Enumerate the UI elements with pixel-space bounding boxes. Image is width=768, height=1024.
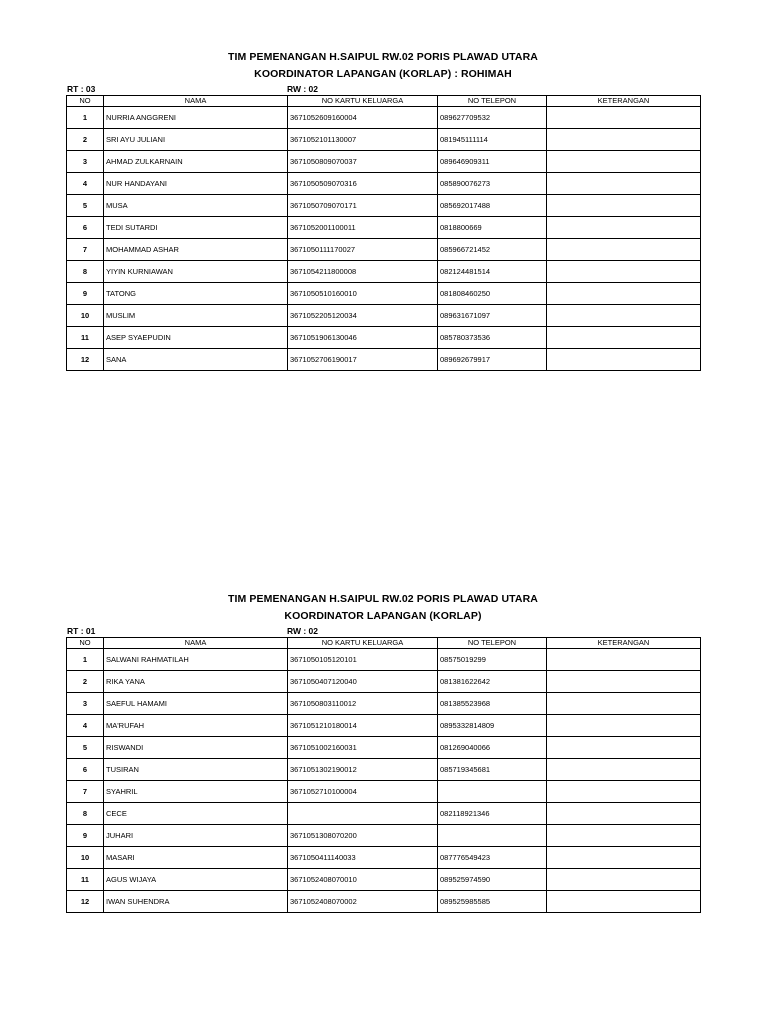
table-row (67, 737, 701, 759)
cell-no: 8 (67, 803, 104, 825)
cell-telepon: 089627709532 (438, 107, 547, 129)
header-telepon: NO TELEPON (438, 638, 547, 649)
cell-kk: 3671052706190017 (288, 349, 438, 371)
table-row (67, 239, 701, 261)
table-row (67, 847, 701, 869)
cell-nama: TUSIRAN (104, 759, 288, 781)
cell-telepon: 085966721452 (438, 239, 547, 261)
cell-kk: 3671050809070037 (288, 151, 438, 173)
cell-keterangan (547, 305, 701, 327)
document-title: TIM PEMENANGAN H.SAIPUL RW.02 PORIS PLAWAD UTARA (228, 51, 538, 63)
cell-kk (288, 803, 438, 825)
cell-nama: MOHAMMAD ASHAR (104, 239, 288, 261)
cell-no: 6 (67, 217, 104, 239)
rw-label: RW : 02 (287, 626, 319, 636)
cell-kk: 3671052408070002 (288, 891, 438, 913)
member-table (66, 95, 701, 371)
table-row (67, 305, 701, 327)
cell-no: 5 (67, 195, 104, 217)
cell-kk: 3671052710100004 (288, 781, 438, 803)
table-row (67, 173, 701, 195)
cell-telepon: 0818800669 (438, 217, 547, 239)
cell-keterangan (547, 129, 701, 151)
cell-kk: 3671054211800008 (288, 261, 438, 283)
cell-no: 7 (67, 781, 104, 803)
cell-nama: CECE (104, 803, 288, 825)
coordinator-line: KOORDINATOR LAPANGAN (KORLAP) : ROHIMAH (254, 68, 512, 80)
cell-kk: 3671050509070316 (288, 173, 438, 195)
cell-kk: 3671052408070010 (288, 869, 438, 891)
cell-nama: SALWANI RAHMATILAH (104, 649, 288, 671)
cell-keterangan (547, 715, 701, 737)
member-list-rt-03 (66, 49, 700, 371)
cell-nama: ASEP SYAEPUDIN (104, 327, 288, 349)
cell-nama: SAEFUL HAMAMI (104, 693, 288, 715)
cell-nama: TEDI SUTARDI (104, 217, 288, 239)
header-telepon: NO TELEPON (438, 96, 547, 107)
cell-nama: MASARI (104, 847, 288, 869)
cell-kk: 3671051302190012 (288, 759, 438, 781)
cell-kk: 3671052205120034 (288, 305, 438, 327)
table-row (67, 803, 701, 825)
cell-no: 2 (67, 129, 104, 151)
table-row (67, 195, 701, 217)
header-nama: NAMA (104, 96, 288, 107)
cell-telepon: 082118921346 (438, 803, 547, 825)
table-row (67, 715, 701, 737)
cell-telepon: 081945111114 (438, 129, 547, 151)
cell-telepon: 085719345681 (438, 759, 547, 781)
cell-nama: SYAHRIL (104, 781, 288, 803)
cell-kk: 3671050510160010 (288, 283, 438, 305)
cell-no: 4 (67, 173, 104, 195)
cell-keterangan (547, 173, 701, 195)
cell-nama: IWAN SUHENDRA (104, 891, 288, 913)
header-keterangan: KETERANGAN (547, 96, 701, 107)
cell-telepon: 085692017488 (438, 195, 547, 217)
cell-keterangan (547, 283, 701, 305)
cell-no: 9 (67, 283, 104, 305)
table-row (67, 825, 701, 847)
header-no: NO (67, 96, 104, 107)
cell-kk: 3671050803110012 (288, 693, 438, 715)
cell-nama: RIKA YANA (104, 671, 288, 693)
cell-nama: MUSA (104, 195, 288, 217)
cell-keterangan (547, 239, 701, 261)
cell-keterangan (547, 151, 701, 173)
cell-nama: NUR HANDAYANI (104, 173, 288, 195)
cell-telepon: 081269040066 (438, 737, 547, 759)
cell-telepon: 089525974590 (438, 869, 547, 891)
cell-telepon: 087776549423 (438, 847, 547, 869)
table-row (67, 349, 701, 371)
table-row (67, 107, 701, 129)
cell-keterangan (547, 217, 701, 239)
cell-nama: TATONG (104, 283, 288, 305)
rt-rw-info (66, 84, 700, 95)
cell-keterangan (547, 107, 701, 129)
cell-telepon: 089692679917 (438, 349, 547, 371)
header-kk: NO KARTU KELUARGA (288, 96, 438, 107)
table-row (67, 129, 701, 151)
cell-no: 1 (67, 649, 104, 671)
rw-label: RW : 02 (287, 84, 319, 94)
cell-nama: RISWANDI (104, 737, 288, 759)
cell-keterangan (547, 261, 701, 283)
cell-keterangan (547, 649, 701, 671)
table-row (67, 759, 701, 781)
table-row (67, 151, 701, 173)
cell-no: 5 (67, 737, 104, 759)
cell-no: 8 (67, 261, 104, 283)
cell-telepon: 081381622642 (438, 671, 547, 693)
cell-no: 12 (67, 349, 104, 371)
coordinator-line: KOORDINATOR LAPANGAN (KORLAP) (284, 610, 482, 622)
cell-telepon: 082124481514 (438, 261, 547, 283)
cell-kk: 3671051002160031 (288, 737, 438, 759)
member-table (66, 637, 701, 913)
cell-nama: AHMAD ZULKARNAIN (104, 151, 288, 173)
cell-keterangan (547, 737, 701, 759)
cell-nama: JUHARI (104, 825, 288, 847)
table-row (67, 261, 701, 283)
cell-telepon: 081808460250 (438, 283, 547, 305)
cell-nama: SRI AYU JULIANI (104, 129, 288, 151)
cell-telepon: 089631671097 (438, 305, 547, 327)
cell-keterangan (547, 759, 701, 781)
table-row (67, 781, 701, 803)
cell-telepon: 081385523968 (438, 693, 547, 715)
table-row (67, 891, 701, 913)
cell-keterangan (547, 869, 701, 891)
cell-nama: MA'RUFAH (104, 715, 288, 737)
cell-telepon: 08575019299 (438, 649, 547, 671)
cell-no: 10 (67, 305, 104, 327)
cell-kk: 3671050411140033 (288, 847, 438, 869)
cell-kk: 3671050105120101 (288, 649, 438, 671)
rt-label: RT : 03 (67, 84, 96, 94)
cell-keterangan (547, 671, 701, 693)
table-header-row (67, 96, 701, 107)
header-no: NO (67, 638, 104, 649)
cell-telepon (438, 781, 547, 803)
table-row (67, 869, 701, 891)
member-list-rt-01 (66, 591, 700, 913)
cell-nama: NURRIA ANGGRENI (104, 107, 288, 129)
cell-keterangan (547, 693, 701, 715)
cell-no: 11 (67, 327, 104, 349)
cell-keterangan (547, 825, 701, 847)
table-row (67, 671, 701, 693)
cell-no: 6 (67, 759, 104, 781)
cell-kk: 3671051308070200 (288, 825, 438, 847)
cell-telepon: 085780373536 (438, 327, 547, 349)
cell-kk: 3671052101130007 (288, 129, 438, 151)
cell-no: 2 (67, 671, 104, 693)
table-row (67, 649, 701, 671)
cell-nama: YIYIN KURNIAWAN (104, 261, 288, 283)
cell-kk: 3671051906130046 (288, 327, 438, 349)
cell-keterangan (547, 781, 701, 803)
header-keterangan: KETERANGAN (547, 638, 701, 649)
cell-keterangan (547, 803, 701, 825)
cell-nama: MUSLIM (104, 305, 288, 327)
cell-keterangan (547, 349, 701, 371)
cell-telepon: 0895332814809 (438, 715, 547, 737)
cell-telepon: 085890076273 (438, 173, 547, 195)
cell-kk: 3671052001100011 (288, 217, 438, 239)
cell-no: 3 (67, 151, 104, 173)
cell-no: 1 (67, 107, 104, 129)
cell-keterangan (547, 891, 701, 913)
cell-no: 9 (67, 825, 104, 847)
cell-kk: 3671050407120040 (288, 671, 438, 693)
cell-no: 4 (67, 715, 104, 737)
cell-nama: AGUS WIJAYA (104, 869, 288, 891)
cell-telepon: 089646909311 (438, 151, 547, 173)
cell-keterangan (547, 847, 701, 869)
cell-kk: 3671050111170027 (288, 239, 438, 261)
cell-nama: SANA (104, 349, 288, 371)
table-row (67, 217, 701, 239)
cell-keterangan (547, 195, 701, 217)
cell-telepon: 089525985585 (438, 891, 547, 913)
table-row (67, 327, 701, 349)
header-nama: NAMA (104, 638, 288, 649)
cell-kk: 3671052609160004 (288, 107, 438, 129)
cell-keterangan (547, 327, 701, 349)
rt-label: RT : 01 (67, 626, 96, 636)
cell-kk: 3671051210180014 (288, 715, 438, 737)
cell-kk: 3671050709070171 (288, 195, 438, 217)
cell-no: 3 (67, 693, 104, 715)
header-kk: NO KARTU KELUARGA (288, 638, 438, 649)
table-row (67, 283, 701, 305)
cell-no: 12 (67, 891, 104, 913)
cell-no: 11 (67, 869, 104, 891)
cell-no: 10 (67, 847, 104, 869)
cell-no: 7 (67, 239, 104, 261)
document-title: TIM PEMENANGAN H.SAIPUL RW.02 PORIS PLAWAD UTARA (228, 593, 538, 605)
rt-rw-info (66, 626, 700, 637)
table-header-row (67, 638, 701, 649)
table-row (67, 693, 701, 715)
cell-telepon (438, 825, 547, 847)
